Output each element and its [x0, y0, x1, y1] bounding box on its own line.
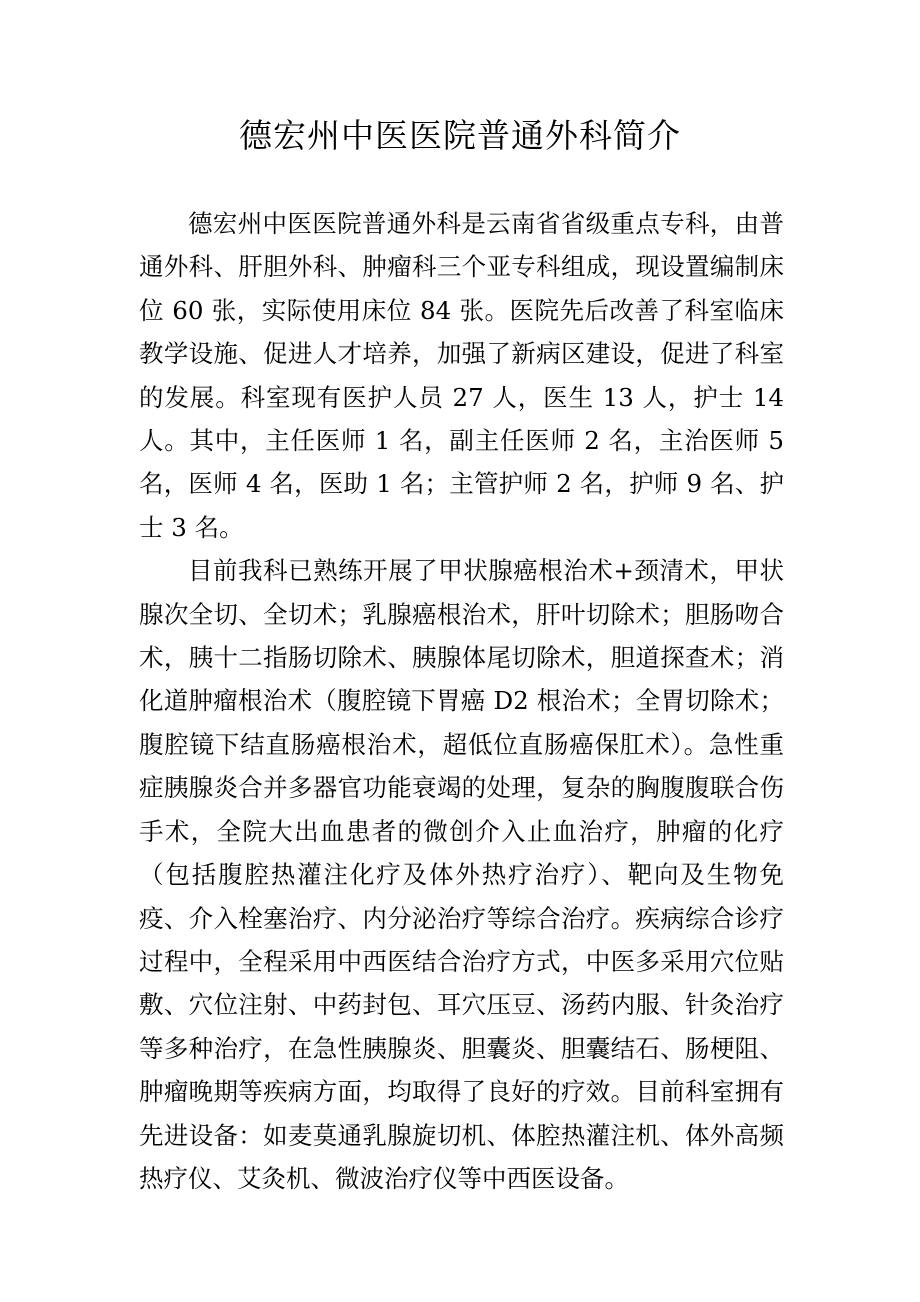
document-body [139, 202, 784, 1200]
paragraph-services-and-equipment: 目前我科已熟练开展了甲状腺癌根治术+颈清术，甲状腺次全切、全切术；乳腺癌根治术，肝叶切除术；胆肠吻合术，胰十二指肠切除术、胰腺体尾切除术，胆道探查术；消化道肿瘤根治术（腹腔镜下胃癌 D2 根治术；全胃切除术；腹腔镜下结直肠癌根治术，超低位直肠癌保肛术）。急性重症胰腺炎合并多器官功能衰竭的处理，复杂的胸腹腹联合伤手术，全院大出血患者的微创介入止血治疗，肿瘤的化疗（包括腹腔热灌注化疗及体外热疗治疗）、靶向及生物免疫、介入栓塞治疗、内分泌治疗等综合治疗。疾病综合诊疗过程中，全程采用中西医结合治疗方式，中医多采用穴位贴敷、穴位注射、中药封包、耳穴压豆、汤药内服、针灸治疗等多种治疗，在急性胰腺炎、胆囊炎、胆囊结石、肠梗阻、肿瘤晚期等疾病方面，均取得了良好的疗效。目前科室拥有先进设备：如麦莫通乳腺旋切机、体腔热灌注机、体外高频热疗仪、艾灸机、微波治疗仪等中西医设备。 [139, 556, 784, 1193]
paragraph-department-overview: 德宏州中医医院普通外科是云南省省级重点专科，由普通外科、肝胆外科、肿瘤科三个亚专科组成，现设置编制床位 60 张，实际使用床位 84 张。医院先后改善了科室临床教学设施、促进人才培养，加强了新病区建设，促进了科室的发展。科室现有医护人员 27 人，医生 13 人，护士 14 人。其中，主任医师 1 名，副主任医师 2 名，主治医师 5 名，医师 4 名，医助 1 名；主管护师 2 名，护师 9 名、护士 3 名。 [139, 209, 784, 542]
document-title: 德宏州中医医院普通外科简介 [239, 116, 681, 155]
